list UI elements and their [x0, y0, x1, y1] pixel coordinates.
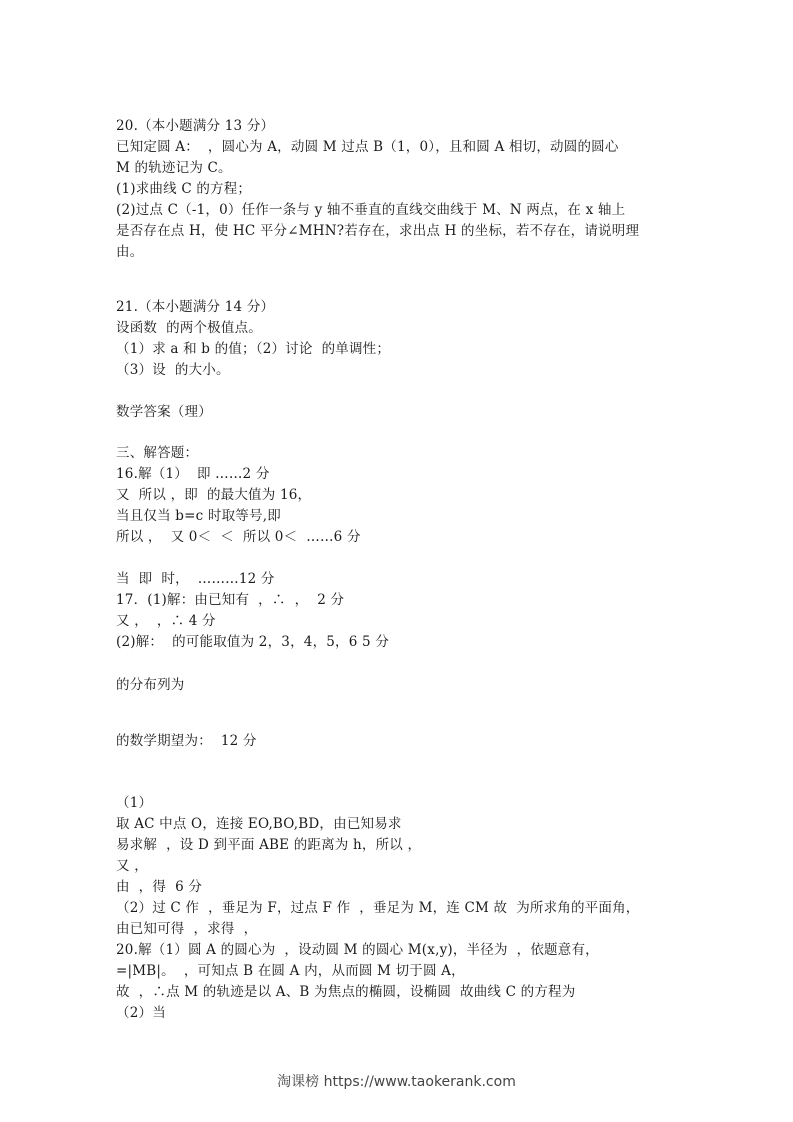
solution-20-line: 20.解（1）圆 A 的圆心为 ，设动圆 M 的圆心 M(x,y)，半径为 ，依题意有，	[116, 942, 599, 958]
solutions-heading: 三、解答题：	[116, 445, 199, 461]
problem-20-part-1: (1)求曲线 C 的方程；	[116, 181, 252, 197]
solution-17-line: 17．(1)解：由已知有 ，∴ ， 2 分	[116, 592, 345, 608]
problem-20-text-line: M 的轨迹记为 C。	[116, 160, 232, 176]
solution-18-line: 取 AC 中点 O，连接 EO,BO,BD，由已知易求	[116, 816, 402, 832]
solution-17-line: 又 ， ，∴ 4 分	[116, 613, 216, 629]
problem-21-title: 21.（本小题满分 14 分）	[116, 299, 275, 315]
solution-18-line: （2）过 C 作 ，垂足为 F，过点 F 作 ，垂足为 M，连 CM 故 为所求角的平面角，	[116, 900, 640, 916]
solution-20-line: （2）当	[116, 1005, 166, 1021]
solution-18-line: 由 ，得 6 分	[116, 879, 203, 895]
solution-16-line: 16.解（1） 即 ……2 分	[116, 466, 270, 482]
solution-18-line: 由已知可得 ，求得 ，	[116, 921, 258, 937]
solution-18-line: 又 ，	[116, 858, 148, 874]
solution-16-line: 所以 ， 又 0＜ ＜ 所以 0＜ ……6 分	[116, 529, 361, 545]
solution-17-line: 的数学期望为： 12 分	[116, 733, 257, 749]
solution-16-line: 又 所以 ，即 的最大值为 16，	[116, 487, 312, 503]
problem-20-text-line: 是否存在点 H，使 HC 平分∠MHN?若存在，求出点 H 的坐标，若不存在，请说明理	[116, 223, 640, 239]
problem-21-text-line: 设函数 的两个极值点。	[116, 320, 262, 336]
footer-watermark: 淘课榜 https://www.taokerank.com	[277, 1074, 516, 1090]
problem-20-title: 20.（本小题满分 13 分）	[116, 118, 275, 134]
problem-21-part-3: （3）设 的大小。	[116, 362, 230, 378]
solution-16-line: 当且仅当 b=c 时取等号,即	[116, 508, 281, 524]
solution-17-line: (2)解： 的可能取值为 2，3，4，5，6 5 分	[116, 634, 390, 650]
solution-16-line: 当 即 时， ………12 分	[116, 571, 275, 587]
solution-20-line: =|MB|。 ，可知点 B 在圆 A 内，从而圆 M 切于圆 A，	[116, 963, 465, 979]
solution-17-line: 的分布列为	[116, 677, 185, 693]
problem-20-part-2: (2)过点 C（-1，0）任作一条与 y 轴不垂直的直线交曲线于 M、N 两点，在 x 轴上	[116, 202, 626, 218]
solution-20-line: 故 ，∴点 M 的轨迹是以 A、B 为焦点的椭圆，设椭圆 故曲线 C 的方程为	[116, 984, 576, 1000]
answer-section-heading: 数学答案（理）	[116, 404, 212, 420]
problem-20-text-line: 由。	[116, 244, 144, 260]
solution-18-line: 易求解 ，设 D 到平面 ABE 的距离为 h，所以 ，	[116, 837, 422, 853]
problem-21-parts: （1）求 a 和 b 的值；（2）讨论 的单调性；	[116, 341, 391, 357]
solution-18-line: （1）	[116, 795, 153, 811]
problem-20-text-line: 已知定圆 A： ，圆心为 A，动圆 M 过点 B（1，0），且和圆 A 相切，动圆的圆心	[116, 139, 619, 155]
